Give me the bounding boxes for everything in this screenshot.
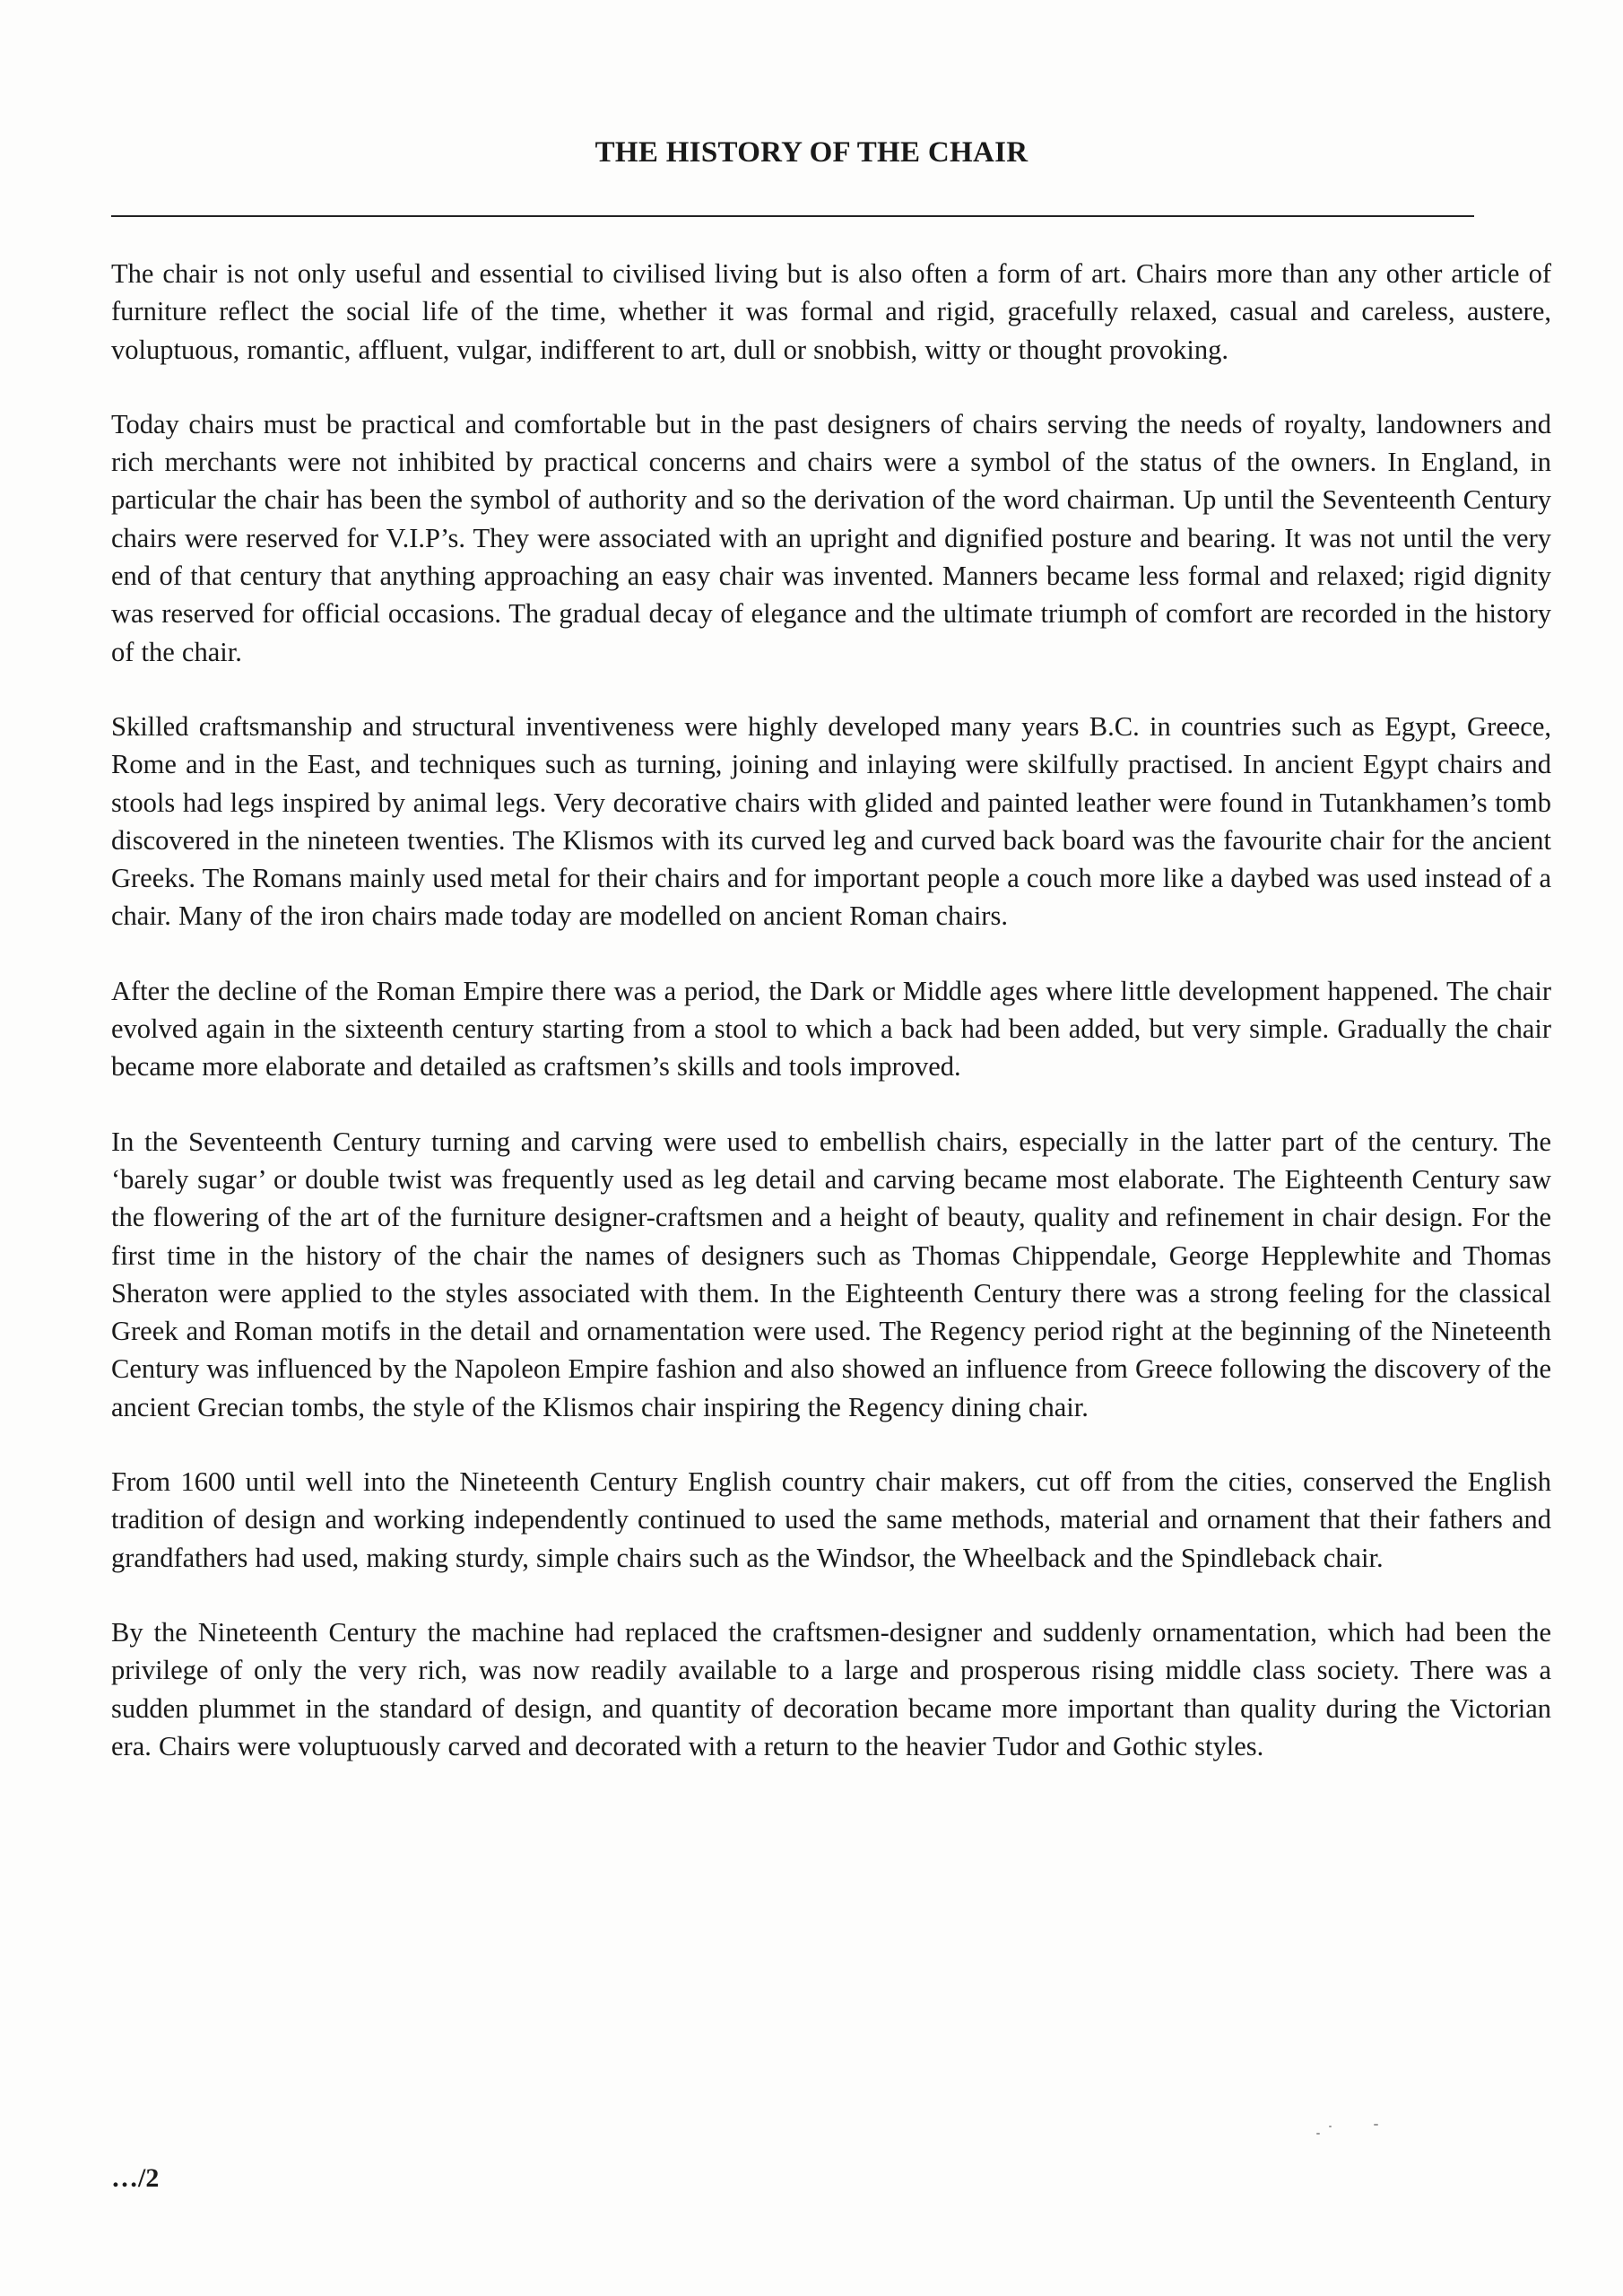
scan-speck xyxy=(1374,2124,1378,2126)
paragraph-2: Today chairs must be practical and comfortable but in the past designers of chairs serving the needs of royalty, landowners and rich merchants were not inhibited by practical concerns and chairs were a symbol of the status of the owners. In England, in particular the chair has been the symbol of authority and so the derivation of the word chairman. Up until the Seventeenth Century chairs were reserved for V.I.P’s. They were associated with an upright and dignified posture and bearing. It was not until the very end of that century that anything approaching an easy chair was invented. Manners became less formal and relaxed; rigid dignity was reserved for official occasions. The gradual decay of elegance and the ultimate triumph of comfort are recorded in the history of the chair. xyxy=(111,408,1551,667)
paragraph-3: Skilled craftsmanship and structural inventiveness were highly developed many years B.C. in countries such as Egypt, Greece, Rome and in the East, and techniques such as turning, joining and inlaying were skilfully practised. In ancient Egypt chairs and stools had legs inspired by animal legs. Very decorative chairs with glided and painted leather were found in Tutankhamen’s tomb discovered in the nineteen twenties. The Klismos with its curved leg and curved back board was the favourite chair for the ancient Greeks. The Romans mainly used metal for their chairs and for important people a couch more like a daybed was used instead of a chair. Many of the iron chairs made today are modelled on ancient Roman chairs. xyxy=(111,710,1551,932)
scan-speck xyxy=(1316,2133,1320,2135)
document-body xyxy=(111,255,1551,1802)
title-rule xyxy=(111,215,1474,217)
paragraph-4: After the decline of the Roman Empire there was a period, the Dark or Middle ages where little development happened. The chair evolved again in the sixteenth century starting from a stool to which a back had been added, but very simple. Gradually the chair became more elaborate and detailed as craftsmen’s skills and tools improved. xyxy=(111,975,1551,1083)
continuation-marker: …/2 xyxy=(111,2163,160,2193)
paragraph-6: From 1600 until well into the Nineteenth Century English country chair makers, cut off from the cities, conserved the English tradition of design and working independently continued to used the same methods, material and ornament that their fathers and grandfathers had used, making sturdy, simple chairs such as the Windsor, the Wheelback and the Spindleback chair. xyxy=(111,1466,1551,1573)
paragraph-7: By the Nineteenth Century the machine had replaced the craftsmen-designer and suddenly ornamentation, which had been the privilege of only the very rich, was now readily available to a large and prosperous rising middle class society. There was a sudden plummet in the standard of design, and quantity of decoration became more important than quality during the Victorian era. Chairs were voluptuously carved and decorated with a return to the heavier Tudor and Gothic styles. xyxy=(111,1616,1551,1761)
paragraph-5: In the Seventeenth Century turning and carving were used to embellish chairs, especially in the latter part of the century. The ‘barely sugar’ or double twist was frequently used as leg detail and carving became most elaborate. The Eighteenth Century saw the flowering of the art of the furniture designer-craftsmen and a height of beauty, quality and refinement in chair design. For the first time in the history of the chair the names of designers such as Thomas Chippendale, George Hepplewhite and Thomas Sheraton were applied to the styles associated with them. In the Eighteenth Century there was a strong feeling for the classical Greek and Roman motifs in the detail and ornamentation were used. The Regency period right at the beginning of the Nineteenth Century was influenced by the Napoleon Empire fashion and also showed an influence from Greece following the discovery of the ancient Grecian tombs, the style of the Klismos chair inspiring the Regency dining chair. xyxy=(111,1126,1552,1422)
scan-speck xyxy=(1329,2126,1332,2127)
page-title: THE HISTORY OF THE CHAIR xyxy=(595,136,1028,169)
paragraph-1: The chair is not only useful and essential to civilised living but is also often a form of art. Chairs more than any other article of furniture reflect the social life of the time, whether it was formal and rigid, gracefully relaxed, casual and careless, austere, voluptuous, romantic, affluent, vulgar, indifferent to art, dull or snobbish, witty or thought provoking. xyxy=(111,258,1551,365)
